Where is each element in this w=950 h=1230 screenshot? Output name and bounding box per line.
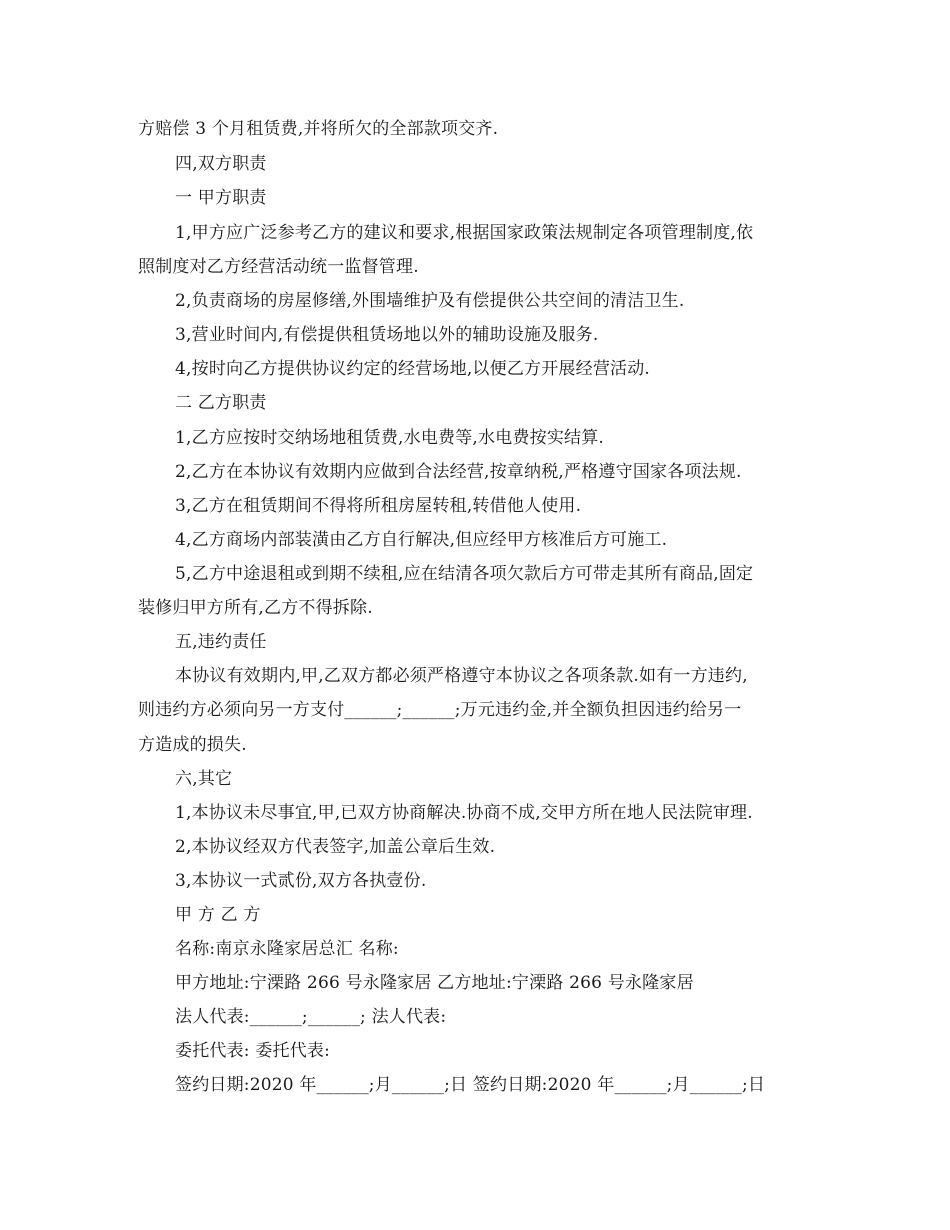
clause-line: 2,乙方在本协议有效期内应做到合法经营,按章纳税,严格遵守国家各项法规.	[175, 462, 742, 482]
clause-line: 3,乙方在租赁期间不得将所租房屋转租,转借他人使用.	[175, 496, 582, 516]
section-heading-other: 六,其它	[175, 769, 233, 789]
clause-line: 5,乙方中途退租或到期不续租,应在结清各项欠款后方可带走其所有商品,固定	[175, 564, 754, 584]
clause-line-continuation: 方造成的损失.	[138, 735, 247, 755]
clause-line: 4,乙方商场内部装潢由乙方自行解决,但应经甲方核准后方可施工.	[175, 530, 668, 550]
subsection-heading-party-a: 一 甲方职责	[175, 188, 267, 208]
signature-name-line: 名称:南京永隆家居总汇 名称:	[175, 939, 399, 959]
signature-date-line: 签约日期:2020 年______;月______;日 签约日期:2020 年______;月______;日	[175, 1075, 766, 1095]
clause-line: 2,负责商场的房屋修缮,外围墙维护及有偿提供公共空间的清洁卫生.	[175, 291, 685, 311]
clause-line-continuation: 照制度对乙方经营活动统一监督管理.	[138, 257, 419, 277]
signature-parties-header: 甲 方 乙 方	[175, 905, 261, 925]
clause-line-continuation: 则违约方必须向另一方支付______;______;万元违约金,并全额负担因违约给另一	[138, 700, 742, 720]
paragraph-line-continuation: 方赔偿 3 个月租赁费,并将所欠的全部款项交齐.	[138, 119, 499, 139]
clause-line: 2,本协议经双方代表签字,加盖公章后生效.	[175, 837, 496, 857]
section-heading-breach: 五,违约责任	[175, 632, 267, 652]
clause-line-continuation: 装修归甲方所有,乙方不得拆除.	[138, 598, 373, 618]
section-heading-duties: 四,双方职责	[175, 154, 267, 174]
clause-line: 1,甲方应广泛参考乙方的建议和要求,根据国家政策法规制定各项管理制度,依	[175, 223, 754, 243]
signature-legal-rep-line: 法人代表:______;______; 法人代表:	[175, 1007, 447, 1027]
signature-delegate-line: 委托代表: 委托代表:	[175, 1041, 331, 1061]
subsection-heading-party-b: 二 乙方职责	[175, 393, 267, 413]
clause-line: 3,营业时间内,有偿提供租赁场地以外的辅助设施及服务.	[175, 325, 599, 345]
signature-address-line: 甲方地址:宁溧路 266 号永隆家居 乙方地址:宁溧路 266 号永隆家居	[175, 973, 694, 993]
clause-line: 4,按时向乙方提供协议约定的经营场地,以便乙方开展经营活动.	[175, 359, 651, 379]
clause-line: 1,本协议未尽事宜,甲,已双方协商解决.协商不成,交甲方所在地人民法院审理.	[175, 803, 753, 823]
clause-line: 1,乙方应按时交纳场地租赁费,水电费等,水电费按实结算.	[175, 428, 605, 448]
clause-line: 本协议有效期内,甲,乙双方都必须严格遵守本协议之各项条款.如有一方违约,	[175, 666, 748, 686]
clause-line: 3,本协议一式贰份,双方各执壹份.	[175, 871, 427, 891]
